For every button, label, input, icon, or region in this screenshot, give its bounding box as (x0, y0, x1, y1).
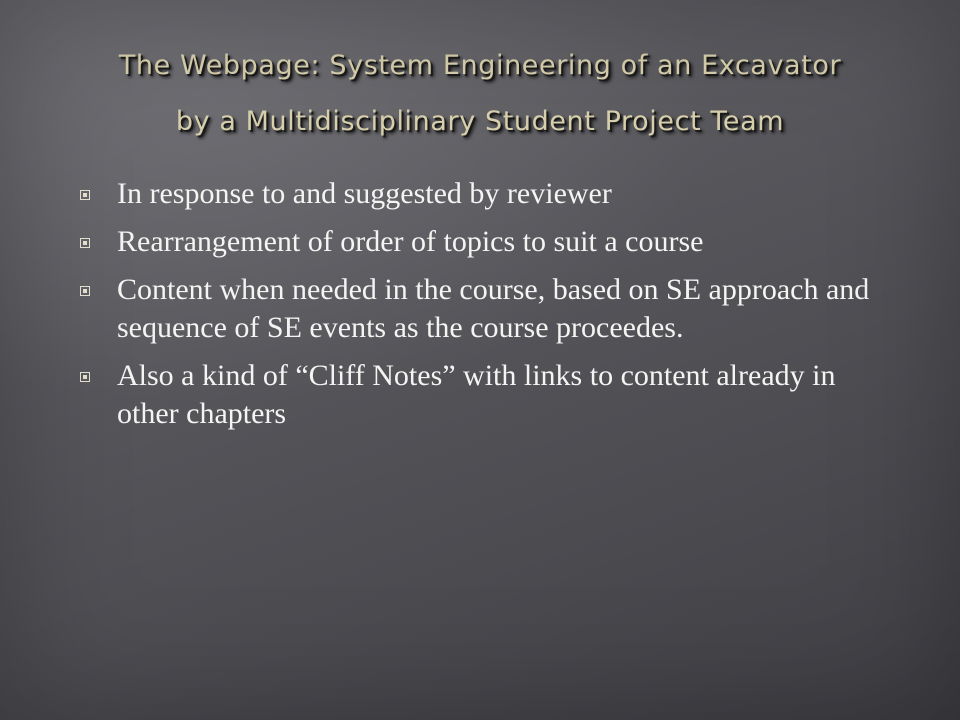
slide-title-line-2: by a Multidisciplinary Student Project Team (175, 106, 785, 137)
square-bullet-icon (80, 238, 90, 248)
bullet-item-3 (80, 271, 880, 347)
bullet-text-3: Content when needed in the course, based on SE approach and sequence of SE events as the course proceedes. (117, 273, 870, 344)
bullet-text-1: In response to and suggested by reviewer (117, 177, 612, 210)
slide-title-line-1: The Webpage: System Engineering of an Excavator (118, 50, 842, 81)
bullet-item-1 (80, 175, 880, 213)
bullet-list (80, 175, 880, 443)
square-bullet-icon (80, 372, 90, 382)
square-bullet-icon (80, 190, 90, 200)
bullet-item-4 (80, 357, 880, 433)
bullet-text-2: Rearrangement of order of topics to suit a course (117, 225, 704, 258)
bullet-item-2 (80, 223, 880, 261)
slide-title (40, 38, 920, 150)
square-bullet-icon (80, 286, 90, 296)
bullet-text-4: Also a kind of “Cliff Notes” with links to content already in other chapters (117, 359, 836, 430)
